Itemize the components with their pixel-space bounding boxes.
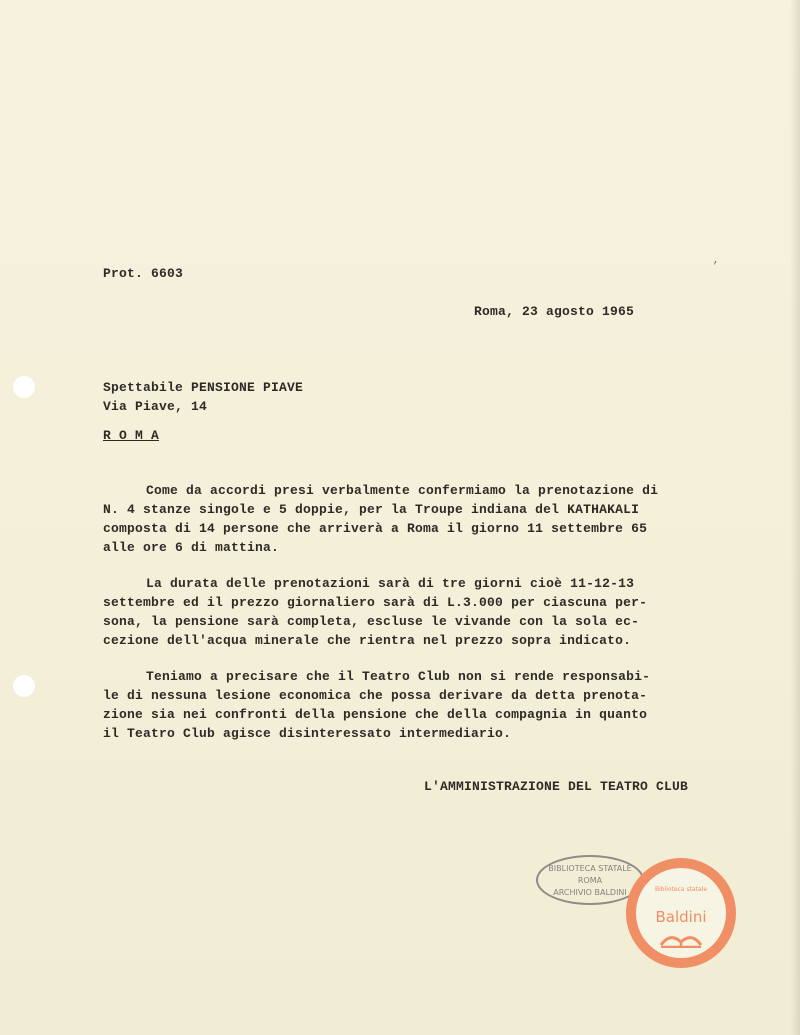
paragraph1-line2: N. 4 stanze singole e 5 doppie, per la Troupe indiana del KATHAKALI xyxy=(103,502,640,517)
signature: L'AMMINISTRAZIONE DEL TEATRO CLUB xyxy=(424,779,689,794)
paragraph3-line3: zione sia nei confronti della pensione che della compagnia in quanto xyxy=(103,707,648,722)
logo-name: Baldini xyxy=(655,908,707,926)
punch-hole-top xyxy=(13,376,35,398)
paragraph3-line1: Teniamo a precisare che il Teatro Club non si rende responsabi- xyxy=(146,669,651,684)
paragraph1-line4: alle ore 6 di mattina. xyxy=(103,540,280,555)
paragraph3-line2: le di nessuna lesione economica che possa derivare da detta prenota- xyxy=(103,688,648,703)
stamp-line1: BIBLIOTECA STATALE xyxy=(548,864,632,873)
recipient-address: Via Piave, 14 xyxy=(103,399,208,414)
paragraph2-line3: sona, la pensione sarà completa, escluse le vivande con la sola ec- xyxy=(103,614,640,629)
logo-caption: Biblioteca statale xyxy=(654,886,708,893)
punch-hole-bottom xyxy=(13,675,35,697)
paragraph1-line3: composta di 14 persone che arriverà a Roma il giorno 11 settembre 65 xyxy=(103,521,648,536)
stamp-line3: ARCHIVIO BALDINI xyxy=(553,888,627,897)
page-edge-shadow xyxy=(790,0,800,1035)
open-book-icon xyxy=(658,928,704,948)
place-date: Roma, 23 agosto 1965 xyxy=(474,304,635,319)
paragraph3-line4: il Teatro Club agisce disinteressato intermediario. xyxy=(103,726,512,741)
ink-mark: ’ xyxy=(712,261,719,273)
paragraph2-line1: La durata delle prenotazioni sarà di tre giorni cioè 11-12-13 xyxy=(146,576,635,591)
paragraph2-line4: cezione dell'acqua minerale che rientra nel prezzo sopra indicato. xyxy=(103,633,632,648)
protocol-number: Prot. 6603 xyxy=(103,266,184,281)
recipient-city: R O M A xyxy=(103,428,160,443)
paragraph2-line2: settembre ed il prezzo giornaliero sarà di L.3.000 per ciascuna per- xyxy=(103,595,648,610)
recipient-name: Spettabile PENSIONE PIAVE xyxy=(103,380,304,395)
paragraph1-line1: Come da accordi presi verbalmente confermiamo la prenotazione di xyxy=(146,483,659,498)
stamp-line2: ROMA xyxy=(577,876,603,885)
baldini-logo xyxy=(626,858,736,968)
